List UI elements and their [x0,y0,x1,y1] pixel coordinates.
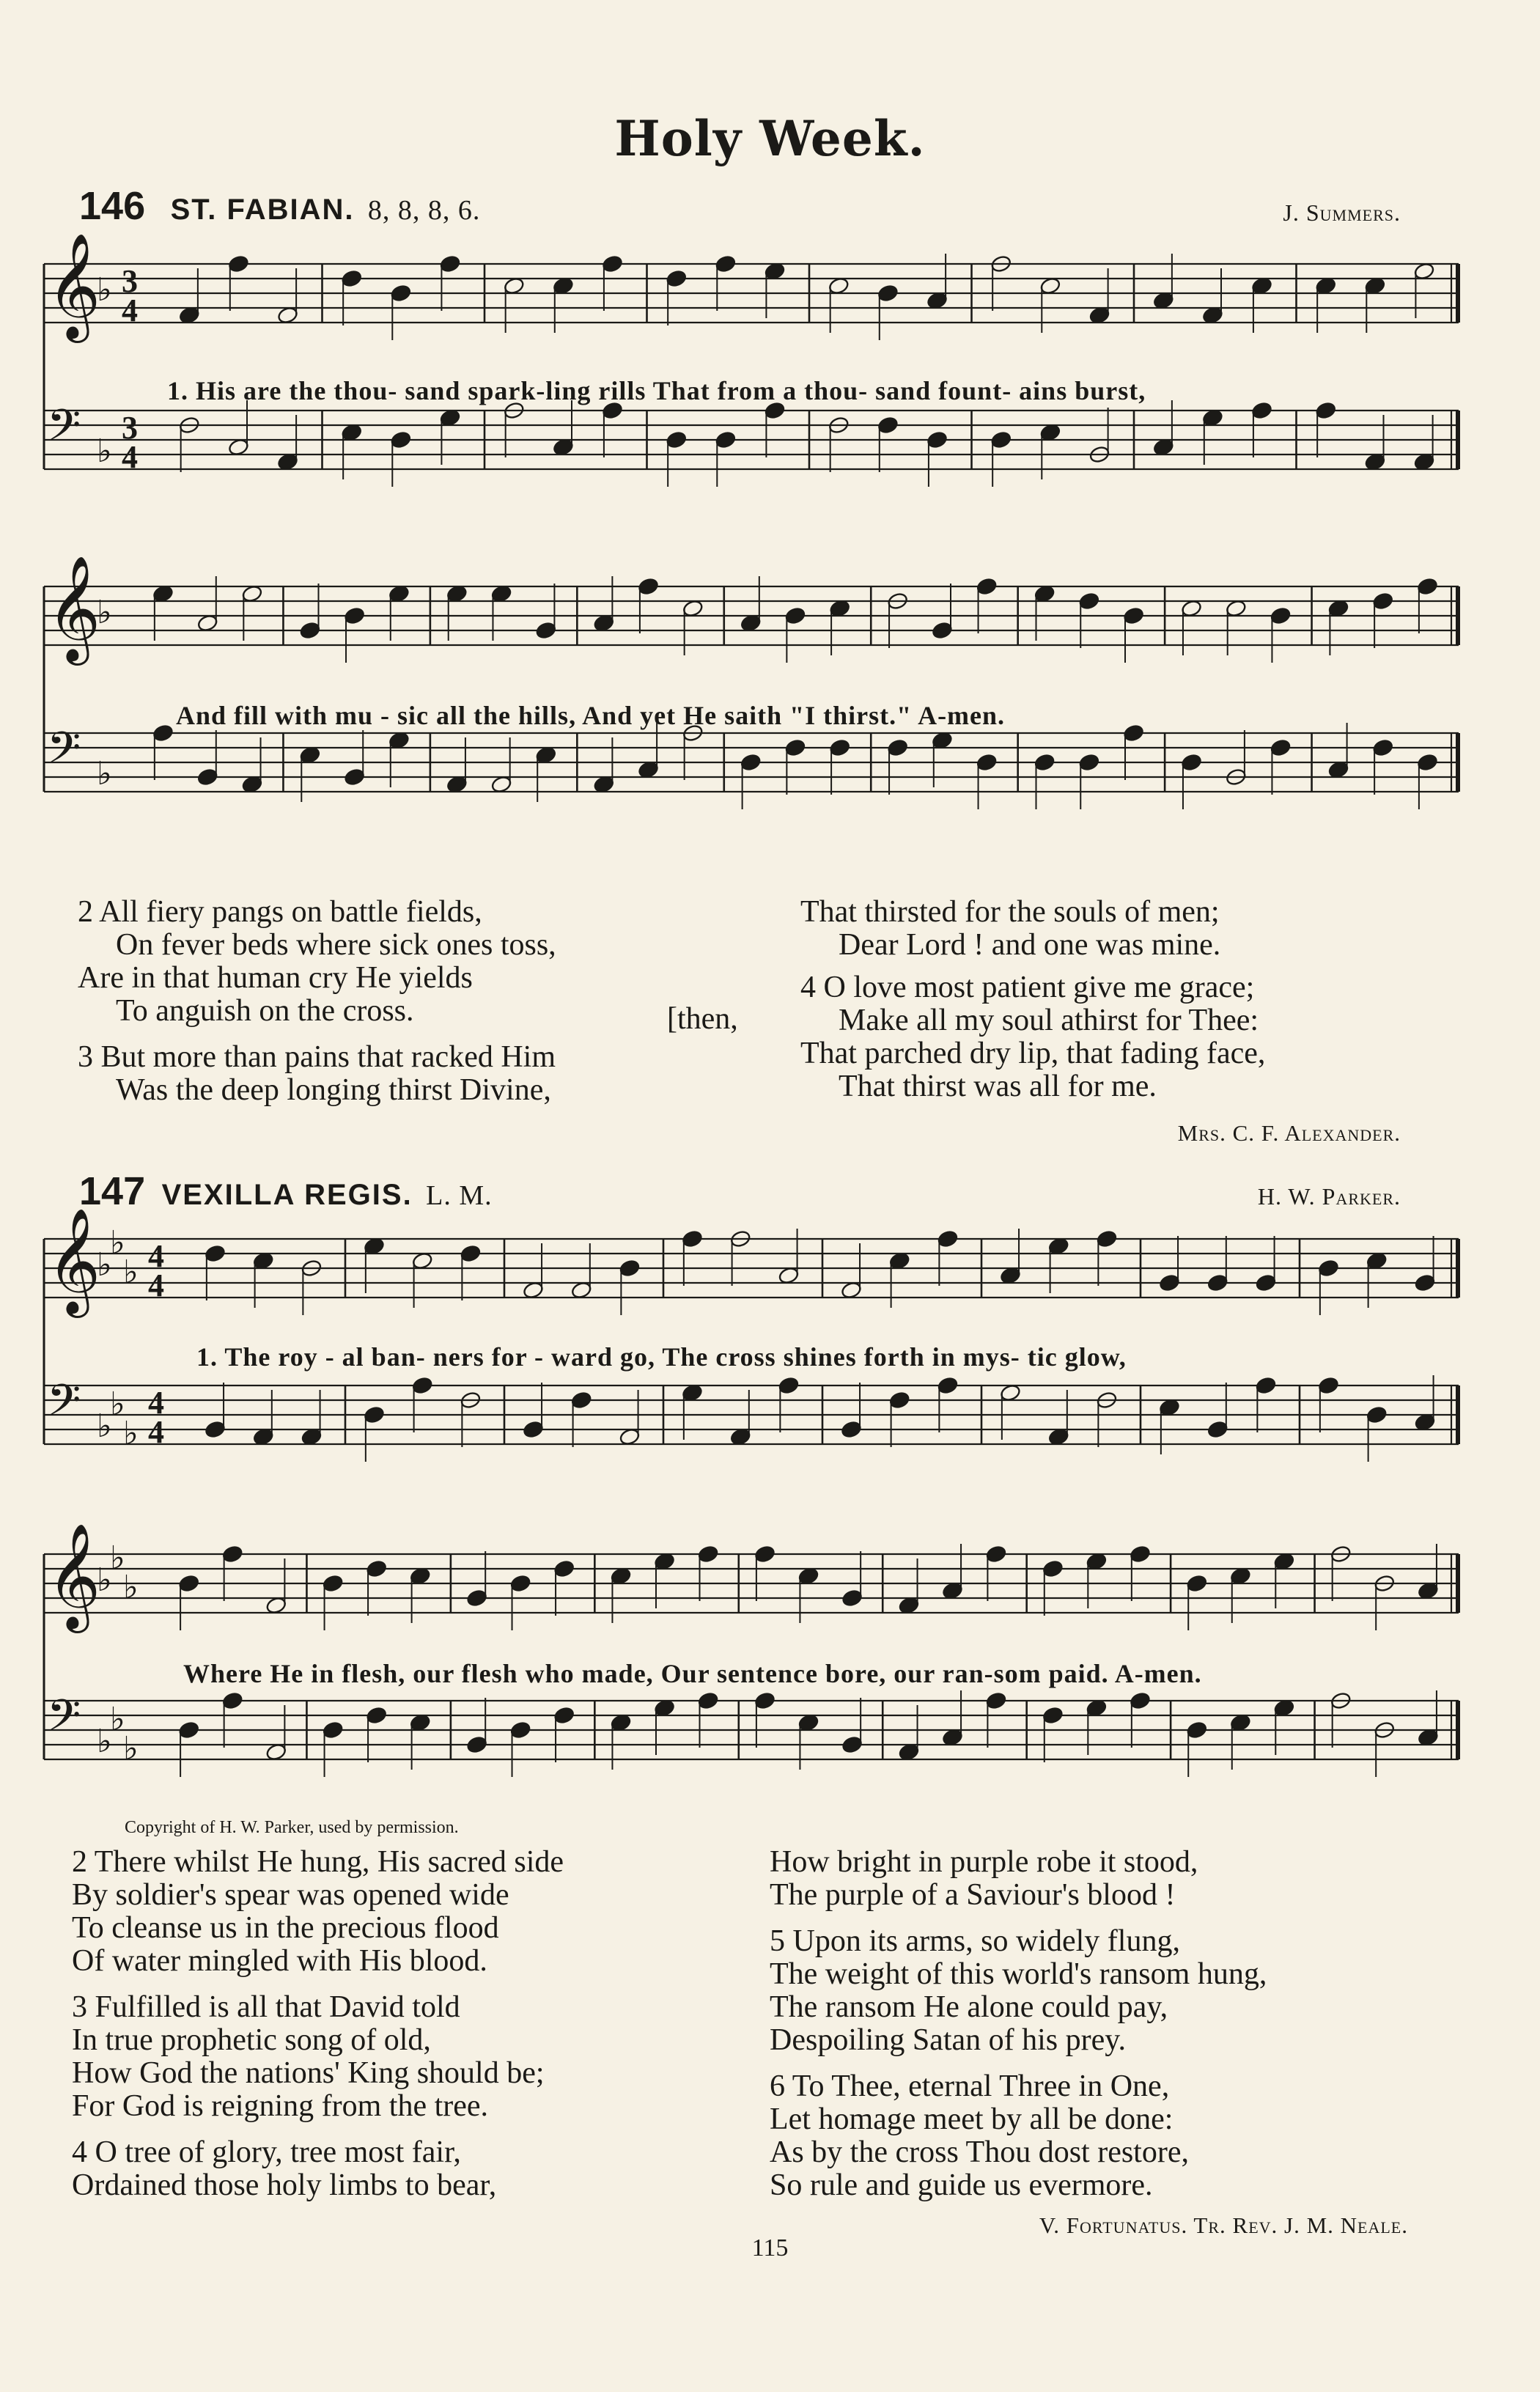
flat-sign-icon: ♭ [110,1539,125,1577]
final-bar-line [1456,264,1460,323]
note-head [877,416,899,435]
note-head [602,254,624,273]
note-head [178,1574,200,1593]
verse-line: How bright in purple robe it stood, [770,1845,1198,1879]
note-head [1130,1691,1152,1710]
note-head [205,1244,226,1263]
verse-line: On fever beds where sick ones toss, [116,928,556,962]
verse-line: Was the deep longing thirst Divine, [116,1073,551,1107]
time-signature-top: 3 [122,263,138,299]
note-head [926,430,948,449]
flat-sign-icon: ♭ [97,755,112,792]
bass-clef-icon: 𝄢 [47,1375,81,1436]
note-head [411,1376,433,1395]
hymn-147-header [79,1169,493,1214]
final-bar-line [1456,1239,1460,1298]
note-head [1270,738,1292,757]
verse-line: As by the cross Thou dost restore, [770,2135,1189,2169]
flat-sign-icon: ♭ [123,1254,139,1291]
verse-line: [then, [667,1002,738,1036]
note-head [1366,1405,1388,1424]
note-head [932,621,954,640]
verse-line: To anguish on the cross. [116,994,414,1028]
note-head [1414,1273,1436,1292]
verse-line: 2 There whilst He hung, His sacred side [72,1845,564,1879]
note-head [841,1420,863,1439]
note-head [778,1376,800,1395]
note-head [715,430,737,449]
treble-clef-icon: 𝄞 [47,556,101,661]
note-head [1078,753,1100,772]
verse-line: How God the nations' King should be; [72,2056,545,2090]
verse-line: By soldier's spear was opened wide [72,1878,509,1912]
flat-sign-icon: ♭ [110,1385,125,1423]
note-head [466,1735,488,1754]
time-signature-top: 4 [148,1238,164,1274]
note-head [784,738,806,757]
note-head [390,430,412,449]
note-head [888,1391,910,1410]
note-head [509,1721,531,1740]
note-head [344,606,366,625]
tune-name: ST. FABIAN. [170,194,355,226]
note-head [1318,1376,1340,1395]
note-head [1372,592,1394,611]
lyric-line: 1. His are the thou- sand spark-ling rills That from a thou- sand fount- ains burst, [167,376,1146,405]
verse-line: 6 To Thee, eternal Three in One, [770,2069,1170,2103]
verse-line: To cleanse us in the precious flood [72,1911,499,1945]
final-bar-line [1456,1385,1460,1444]
treble-clef-icon: 𝄞 [47,233,101,339]
meter: 8, 8, 8, 6. [367,195,481,226]
verse-line: The ransom He alone could pay, [770,1990,1168,2024]
note-head [390,284,412,303]
note-head [1096,1229,1118,1248]
note-head [1159,1273,1181,1292]
note-head [299,621,321,640]
verses-left [72,1846,564,2202]
note-head [1372,738,1394,757]
note-head [1251,401,1273,420]
verse-line: That thirst was all for me. [839,1070,1157,1103]
verses-left [78,896,556,1028]
note-head [1417,753,1439,772]
final-bar-line [1456,586,1460,645]
flat-sign-icon: ♭ [97,1407,112,1445]
verse-line: 3 Fulfilled is all that David told [72,1990,460,2024]
note-head [1417,577,1439,596]
note-head [937,1376,959,1395]
flat-sign-icon: ♭ [123,1730,139,1767]
note-head [178,1721,200,1740]
note-head [221,1545,243,1564]
verse-line: Make all my soul athirst for Thee: [839,1004,1259,1037]
note-head [466,1589,488,1608]
flat-sign-icon: ♭ [97,1561,112,1599]
page-number: 115 [751,2234,789,2262]
note-head [740,753,762,772]
note-head [205,1420,226,1439]
note-head [754,1691,776,1710]
note-head [1270,606,1292,625]
note-head [1315,401,1337,420]
section-title: Holy Week. [614,110,926,167]
bass-clef-icon: 𝄢 [47,722,81,784]
note-head [1318,1259,1340,1278]
verses-right [770,1846,1267,2202]
note-head [697,1691,719,1710]
final-bar-line [1456,411,1460,469]
note-head [1186,1574,1208,1593]
verse-line: Are in that human cry He yields [78,961,473,995]
verse-line: So rule and guide us evermore. [770,2168,1153,2202]
note-head [535,621,557,640]
note-head [619,1259,641,1278]
verse-line: For God is reigning from the tree. [72,2089,489,2123]
note-head [985,1691,1007,1710]
time-signature-bottom: 4 [148,1267,164,1303]
note-head [666,430,688,449]
flat-sign-icon: ♭ [97,1246,112,1284]
verse-line: That parched dry lip, that fading face, [800,1037,1266,1070]
note-head [1078,592,1100,611]
note-head [322,1721,344,1740]
note-head [841,1735,863,1754]
note-head [366,1559,388,1578]
verse-line: In true prophetic song of old, [72,2023,431,2057]
flat-sign-icon: ♭ [97,271,112,309]
treble-clef-icon: 𝄞 [47,1523,101,1629]
note-head [990,430,1012,449]
verse-line: Of water mingled with His blood. [72,1944,487,1978]
note-head [509,1574,531,1593]
note-head [1206,1420,1228,1439]
verses-left-cont [78,1041,556,1107]
note-head [841,1589,863,1608]
note-head [638,577,660,596]
flat-sign-icon: ♭ [110,1701,125,1738]
note-head [976,753,998,772]
note-head [341,269,363,288]
note-head [877,284,899,303]
note-head [460,1244,482,1263]
bass-clef-icon: 𝄢 [47,400,81,461]
hymn-146-header [79,183,480,229]
note-head [152,724,174,743]
note-head [553,1706,575,1725]
flat-sign-icon: ♭ [110,1224,125,1262]
verse-line: 3 But more than pains that racked Him [78,1040,556,1074]
verse-line: 4 O tree of glory, tree most fair, [72,2135,461,2169]
hymn-number: 147 [79,1169,146,1213]
time-signature-bottom: 4 [148,1414,164,1450]
lyric-line: And fill with mu - sic all the hills, And yet He saith "I thirst." A-men. [176,701,1006,730]
note-head [682,1229,704,1248]
final-bar-line [1456,1554,1460,1613]
note-head [829,738,851,757]
note-head [1206,1273,1228,1292]
verse-line: Despoiling Satan of his prey. [770,2023,1127,2057]
note-head [715,254,737,273]
time-signature-top: 4 [148,1385,164,1421]
author-credit: Mrs. C. F. Alexander. [1177,1120,1401,1146]
note-head [364,1405,386,1424]
author-credit: V. Fortunatus. Tr. Rev. J. M. Neale. [1039,2212,1408,2238]
note-head [1130,1545,1152,1564]
verse-line: 5 Upon its arms, so widely flung, [770,1924,1180,1958]
note-head [1181,753,1203,772]
meter: L. M. [426,1180,493,1211]
verse-line: Ordained those holy limbs to bear, [72,2168,497,2202]
composer-credit: H. W. Parker. [1257,1183,1401,1210]
verses-right [800,896,1265,1103]
tune-name: VEXILLA REGIS. [161,1179,413,1211]
note-head [1042,1706,1064,1725]
verse-line: The weight of this world's ransom hung, [770,1957,1267,1991]
note-head [754,1545,776,1564]
verse-line: The purple of a Saviour's blood ! [770,1878,1176,1912]
note-head [887,738,909,757]
flat-sign-icon: ♭ [123,1415,139,1452]
time-signature-bottom: 4 [122,292,138,328]
verse-line: 2 All fiery pangs on battle fields, [78,895,482,929]
flat-sign-icon: ♭ [97,433,112,470]
note-head [322,1574,344,1593]
note-head [1186,1721,1208,1740]
verse-line: That thirsted for the souls of men; [800,895,1220,929]
verse-line: Let homage meet by all be done: [770,2102,1174,2136]
note-head [697,1545,719,1564]
final-bar-line [1456,733,1460,792]
note-head [221,1691,243,1710]
note-head [523,1420,545,1439]
verse-line: Dear Lord ! and one was mine. [839,928,1221,962]
note-head [1255,1273,1277,1292]
note-head [366,1706,388,1725]
note-head [666,269,688,288]
time-signature-top: 3 [122,410,138,446]
final-bar-line [1456,1701,1460,1759]
lyric-line: Where He in flesh, our flesh who made, Our sentence bore, our ran-som paid. A-men. [183,1659,1202,1688]
note-head [439,254,461,273]
note-head [228,254,250,273]
note-head [976,577,998,596]
note-head [1034,753,1055,772]
copyright-notice: Copyright of H. W. Parker, used by permission. [125,1818,459,1837]
note-head [1123,606,1145,625]
note-head [784,606,806,625]
note-head [985,1545,1007,1564]
bass-clef-icon: 𝄢 [47,1690,81,1751]
note-head [553,1559,575,1578]
flat-sign-icon: ♭ [97,594,112,631]
note-head [570,1391,592,1410]
flat-sign-icon: ♭ [97,1723,112,1760]
flat-sign-icon: ♭ [123,1569,139,1606]
hymn-number: 146 [79,184,146,228]
treble-clef-icon: 𝄞 [47,1208,101,1314]
lyric-line: 1. The roy - al ban- ners for - ward go, The cross shines forth in mys- tic glow, [196,1342,1127,1372]
verse-line: 4 O love most patient give me grace; [800,971,1255,1004]
note-head [937,1229,959,1248]
note-head [1255,1376,1277,1395]
composer-credit: J. Summers. [1283,199,1401,226]
time-signature-bottom: 4 [122,439,138,475]
note-head [1123,724,1145,743]
note-head [196,768,218,787]
note-head [344,768,366,787]
note-head [1042,1559,1064,1578]
